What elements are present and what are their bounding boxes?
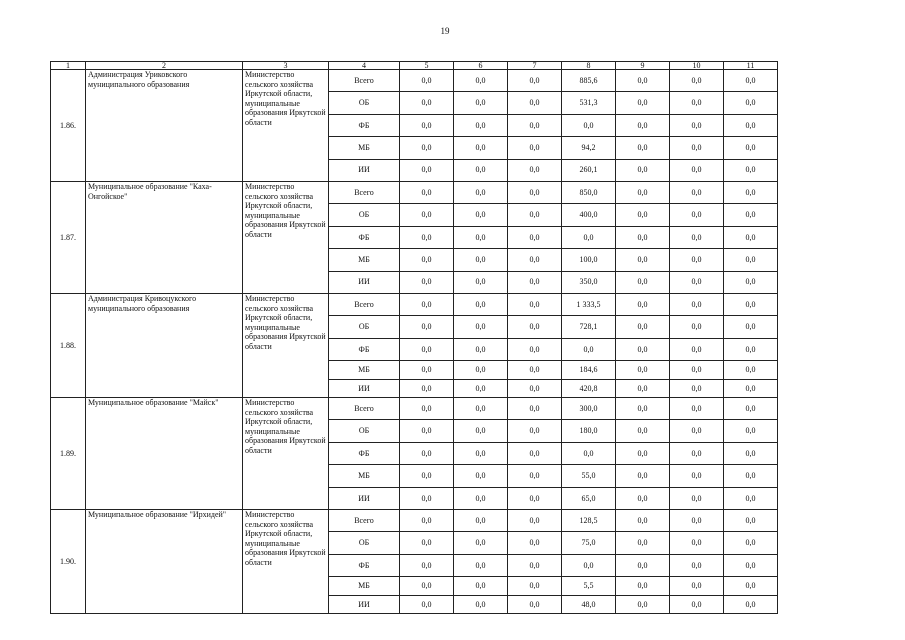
- amount-cell: 0,0: [508, 554, 562, 576]
- table-body: [51, 70, 778, 614]
- amount-cell: 0,0: [616, 316, 670, 338]
- amount-cell: 0,0: [508, 271, 562, 293]
- amount-cell: 0,0: [508, 379, 562, 398]
- column-header: 2: [86, 62, 243, 70]
- amount-cell: 0,0: [670, 510, 724, 532]
- amount-cell: 0,0: [454, 271, 508, 293]
- amount-cell: 260,1: [562, 159, 616, 181]
- amount-cell: 0,0: [670, 532, 724, 554]
- amount-cell: 0,0: [724, 361, 778, 380]
- amount-cell: 1 333,5: [562, 293, 616, 315]
- amount-cell: 0,0: [508, 316, 562, 338]
- amount-cell: 0,0: [616, 226, 670, 248]
- amount-cell: 0,0: [616, 249, 670, 271]
- amount-cell: 0,0: [454, 92, 508, 114]
- organization-name: Муниципальное образование "Майск": [86, 398, 243, 510]
- amount-cell: 0,0: [454, 316, 508, 338]
- funding-source: ОБ: [329, 532, 400, 554]
- amount-cell: 0,0: [508, 114, 562, 136]
- funding-source: ФБ: [329, 442, 400, 464]
- item-number: 1.87.: [51, 181, 86, 293]
- amount-cell: 0,0: [670, 338, 724, 360]
- amount-cell: 0,0: [508, 595, 562, 614]
- amount-cell: 0,0: [724, 532, 778, 554]
- amount-cell: 0,0: [400, 487, 454, 509]
- amount-cell: 0,0: [454, 293, 508, 315]
- amount-cell: 128,5: [562, 510, 616, 532]
- amount-cell: 0,0: [670, 271, 724, 293]
- amount-cell: 0,0: [508, 532, 562, 554]
- amount-cell: 180,0: [562, 420, 616, 442]
- amount-cell: 0,0: [454, 577, 508, 596]
- amount-cell: 0,0: [724, 293, 778, 315]
- funding-source: Всего: [329, 398, 400, 420]
- amount-cell: 0,0: [670, 487, 724, 509]
- amount-cell: 0,0: [454, 226, 508, 248]
- amount-cell: 0,0: [616, 577, 670, 596]
- amount-cell: 0,0: [508, 204, 562, 226]
- amount-cell: 0,0: [508, 92, 562, 114]
- amount-cell: 0,0: [400, 114, 454, 136]
- amount-cell: 0,0: [400, 159, 454, 181]
- amount-cell: 0,0: [508, 249, 562, 271]
- amount-cell: 0,0: [724, 554, 778, 576]
- funding-source: МБ: [329, 137, 400, 159]
- amount-cell: 0,0: [454, 487, 508, 509]
- amount-cell: 0,0: [670, 159, 724, 181]
- organization-name: Муниципальное образование "Ирхидей": [86, 510, 243, 614]
- amount-cell: 48,0: [562, 595, 616, 614]
- amount-cell: 0,0: [670, 114, 724, 136]
- column-header: 3: [243, 62, 329, 70]
- amount-cell: 0,0: [724, 137, 778, 159]
- item-number: 1.89.: [51, 398, 86, 510]
- amount-cell: 75,0: [562, 532, 616, 554]
- amount-cell: 0,0: [670, 554, 724, 576]
- amount-cell: 0,0: [562, 114, 616, 136]
- amount-cell: 0,0: [400, 465, 454, 487]
- amount-cell: 0,0: [562, 442, 616, 464]
- amount-cell: 0,0: [508, 361, 562, 380]
- responsible-executor: Министерство сельского хозяйства Иркутской области, муниципальные образования Иркутской области: [243, 398, 329, 510]
- amount-cell: 0,0: [616, 379, 670, 398]
- amount-cell: 65,0: [562, 487, 616, 509]
- funding-source: ИИ: [329, 379, 400, 398]
- amount-cell: 0,0: [400, 226, 454, 248]
- amount-cell: 0,0: [670, 361, 724, 380]
- amount-cell: 55,0: [562, 465, 616, 487]
- amount-cell: 0,0: [616, 510, 670, 532]
- amount-cell: 0,0: [616, 420, 670, 442]
- amount-cell: 0,0: [562, 338, 616, 360]
- amount-cell: 0,0: [724, 465, 778, 487]
- responsible-executor: Министерство сельского хозяйства Иркутской области, муниципальные образования Иркутской области: [243, 70, 329, 182]
- amount-cell: 0,0: [616, 398, 670, 420]
- amount-cell: 0,0: [724, 379, 778, 398]
- funding-source: ФБ: [329, 226, 400, 248]
- funding-source: ОБ: [329, 92, 400, 114]
- funding-source: ФБ: [329, 554, 400, 576]
- responsible-executor: Министерство сельского хозяйства Иркутской области, муниципальные образования Иркутской области: [243, 293, 329, 397]
- amount-cell: 420,8: [562, 379, 616, 398]
- column-number-row: [51, 62, 778, 70]
- amount-cell: 300,0: [562, 398, 616, 420]
- amount-cell: 0,0: [616, 204, 670, 226]
- funding-source: ОБ: [329, 204, 400, 226]
- amount-cell: 0,0: [454, 70, 508, 92]
- amount-cell: 0,0: [400, 398, 454, 420]
- amount-cell: 0,0: [724, 487, 778, 509]
- column-header: 9: [616, 62, 670, 70]
- amount-cell: 0,0: [400, 577, 454, 596]
- amount-cell: 0,0: [400, 92, 454, 114]
- amount-cell: 0,0: [454, 465, 508, 487]
- amount-cell: 0,0: [670, 204, 724, 226]
- amount-cell: 0,0: [454, 361, 508, 380]
- amount-cell: 0,0: [508, 338, 562, 360]
- amount-cell: 0,0: [724, 181, 778, 203]
- funding-source: ИИ: [329, 595, 400, 614]
- amount-cell: 0,0: [616, 159, 670, 181]
- amount-cell: 0,0: [670, 577, 724, 596]
- amount-cell: 0,0: [616, 338, 670, 360]
- amount-cell: 0,0: [454, 595, 508, 614]
- amount-cell: 0,0: [616, 442, 670, 464]
- amount-cell: 0,0: [670, 92, 724, 114]
- amount-cell: 0,0: [670, 379, 724, 398]
- table-row: [51, 293, 778, 315]
- item-number: 1.88.: [51, 293, 86, 397]
- amount-cell: 0,0: [616, 465, 670, 487]
- amount-cell: 350,0: [562, 271, 616, 293]
- budget-table: [50, 61, 778, 614]
- amount-cell: 100,0: [562, 249, 616, 271]
- amount-cell: 0,0: [454, 181, 508, 203]
- amount-cell: 0,0: [616, 181, 670, 203]
- responsible-executor: Министерство сельского хозяйства Иркутской области, муниципальные образования Иркутской области: [243, 510, 329, 614]
- amount-cell: 0,0: [670, 181, 724, 203]
- funding-source: МБ: [329, 249, 400, 271]
- amount-cell: 0,0: [616, 271, 670, 293]
- funding-source: ОБ: [329, 420, 400, 442]
- amount-cell: 0,0: [724, 577, 778, 596]
- column-header: 5: [400, 62, 454, 70]
- amount-cell: 0,0: [562, 226, 616, 248]
- funding-source: ФБ: [329, 114, 400, 136]
- amount-cell: 0,0: [724, 159, 778, 181]
- amount-cell: 0,0: [400, 70, 454, 92]
- amount-cell: 0,0: [616, 92, 670, 114]
- amount-cell: 0,0: [670, 398, 724, 420]
- amount-cell: 0,0: [454, 379, 508, 398]
- amount-cell: 885,6: [562, 70, 616, 92]
- amount-cell: 0,0: [508, 70, 562, 92]
- organization-name: Администрация Уриковского муниципального образования: [86, 70, 243, 182]
- amount-cell: 0,0: [508, 293, 562, 315]
- column-header: 6: [454, 62, 508, 70]
- amount-cell: 0,0: [724, 92, 778, 114]
- funding-source: ИИ: [329, 159, 400, 181]
- column-header: 10: [670, 62, 724, 70]
- amount-cell: 0,0: [400, 420, 454, 442]
- funding-source: ИИ: [329, 271, 400, 293]
- amount-cell: 0,0: [454, 420, 508, 442]
- table-row: [51, 181, 778, 203]
- funding-source: МБ: [329, 577, 400, 596]
- amount-cell: 5,5: [562, 577, 616, 596]
- amount-cell: 0,0: [724, 271, 778, 293]
- amount-cell: 0,0: [508, 159, 562, 181]
- amount-cell: 0,0: [724, 226, 778, 248]
- amount-cell: 0,0: [724, 70, 778, 92]
- amount-cell: 0,0: [670, 293, 724, 315]
- amount-cell: 0,0: [400, 442, 454, 464]
- amount-cell: 0,0: [454, 554, 508, 576]
- amount-cell: 0,0: [724, 595, 778, 614]
- amount-cell: 0,0: [508, 398, 562, 420]
- amount-cell: 0,0: [616, 361, 670, 380]
- funding-source: ОБ: [329, 316, 400, 338]
- amount-cell: 0,0: [724, 510, 778, 532]
- amount-cell: 0,0: [400, 204, 454, 226]
- amount-cell: 0,0: [724, 316, 778, 338]
- amount-cell: 0,0: [400, 510, 454, 532]
- funding-source: Всего: [329, 70, 400, 92]
- amount-cell: 0,0: [400, 293, 454, 315]
- amount-cell: 0,0: [562, 554, 616, 576]
- amount-cell: 0,0: [400, 595, 454, 614]
- amount-cell: 850,0: [562, 181, 616, 203]
- amount-cell: 94,2: [562, 137, 616, 159]
- amount-cell: 0,0: [616, 137, 670, 159]
- column-header: 4: [329, 62, 400, 70]
- funding-source: Всего: [329, 181, 400, 203]
- amount-cell: 0,0: [508, 577, 562, 596]
- column-header: 11: [724, 62, 778, 70]
- amount-cell: 0,0: [400, 532, 454, 554]
- amount-cell: 0,0: [400, 554, 454, 576]
- amount-cell: 0,0: [400, 271, 454, 293]
- column-header: 1: [51, 62, 86, 70]
- amount-cell: 0,0: [400, 338, 454, 360]
- amount-cell: 0,0: [508, 442, 562, 464]
- column-header: 7: [508, 62, 562, 70]
- amount-cell: 0,0: [616, 487, 670, 509]
- item-number: 1.90.: [51, 510, 86, 614]
- amount-cell: 0,0: [724, 204, 778, 226]
- item-number: 1.86.: [51, 70, 86, 182]
- amount-cell: 0,0: [454, 338, 508, 360]
- amount-cell: 0,0: [724, 114, 778, 136]
- amount-cell: 0,0: [400, 379, 454, 398]
- amount-cell: 0,0: [616, 554, 670, 576]
- funding-source: ФБ: [329, 338, 400, 360]
- funding-source: Всего: [329, 293, 400, 315]
- amount-cell: 0,0: [508, 226, 562, 248]
- amount-cell: 728,1: [562, 316, 616, 338]
- amount-cell: 0,0: [454, 398, 508, 420]
- amount-cell: 0,0: [454, 532, 508, 554]
- amount-cell: 184,6: [562, 361, 616, 380]
- funding-source: МБ: [329, 465, 400, 487]
- amount-cell: 0,0: [454, 137, 508, 159]
- responsible-executor: Министерство сельского хозяйства Иркутской области, муниципальные образования Иркутской области: [243, 181, 329, 293]
- amount-cell: 0,0: [400, 181, 454, 203]
- funding-source: ИИ: [329, 487, 400, 509]
- amount-cell: 0,0: [670, 137, 724, 159]
- amount-cell: 0,0: [724, 420, 778, 442]
- table-row: [51, 70, 778, 92]
- funding-source: Всего: [329, 510, 400, 532]
- amount-cell: 0,0: [454, 510, 508, 532]
- amount-cell: 0,0: [454, 114, 508, 136]
- table-row: [51, 510, 778, 532]
- amount-cell: 0,0: [616, 293, 670, 315]
- organization-name: Муниципальное образование "Каха-Онгойское": [86, 181, 243, 293]
- amount-cell: 0,0: [400, 249, 454, 271]
- amount-cell: 0,0: [508, 181, 562, 203]
- amount-cell: 0,0: [616, 70, 670, 92]
- amount-cell: 0,0: [454, 204, 508, 226]
- amount-cell: 0,0: [670, 249, 724, 271]
- amount-cell: 0,0: [454, 249, 508, 271]
- funding-source: МБ: [329, 361, 400, 380]
- amount-cell: 0,0: [400, 361, 454, 380]
- amount-cell: 400,0: [562, 204, 616, 226]
- amount-cell: 531,3: [562, 92, 616, 114]
- amount-cell: 0,0: [724, 442, 778, 464]
- column-header: 8: [562, 62, 616, 70]
- amount-cell: 0,0: [508, 510, 562, 532]
- amount-cell: 0,0: [670, 595, 724, 614]
- amount-cell: 0,0: [724, 338, 778, 360]
- organization-name: Администрация Кривоцукского муниципального образования: [86, 293, 243, 397]
- amount-cell: 0,0: [616, 114, 670, 136]
- amount-cell: 0,0: [670, 226, 724, 248]
- amount-cell: 0,0: [454, 442, 508, 464]
- table-row: [51, 398, 778, 420]
- amount-cell: 0,0: [508, 487, 562, 509]
- amount-cell: 0,0: [670, 465, 724, 487]
- amount-cell: 0,0: [508, 137, 562, 159]
- amount-cell: 0,0: [670, 316, 724, 338]
- amount-cell: 0,0: [508, 420, 562, 442]
- amount-cell: 0,0: [400, 137, 454, 159]
- amount-cell: 0,0: [670, 420, 724, 442]
- amount-cell: 0,0: [724, 398, 778, 420]
- amount-cell: 0,0: [724, 249, 778, 271]
- amount-cell: 0,0: [670, 70, 724, 92]
- amount-cell: 0,0: [616, 595, 670, 614]
- amount-cell: 0,0: [616, 532, 670, 554]
- amount-cell: 0,0: [670, 442, 724, 464]
- amount-cell: 0,0: [400, 316, 454, 338]
- amount-cell: 0,0: [508, 465, 562, 487]
- page-number: 19: [440, 26, 450, 36]
- amount-cell: 0,0: [454, 159, 508, 181]
